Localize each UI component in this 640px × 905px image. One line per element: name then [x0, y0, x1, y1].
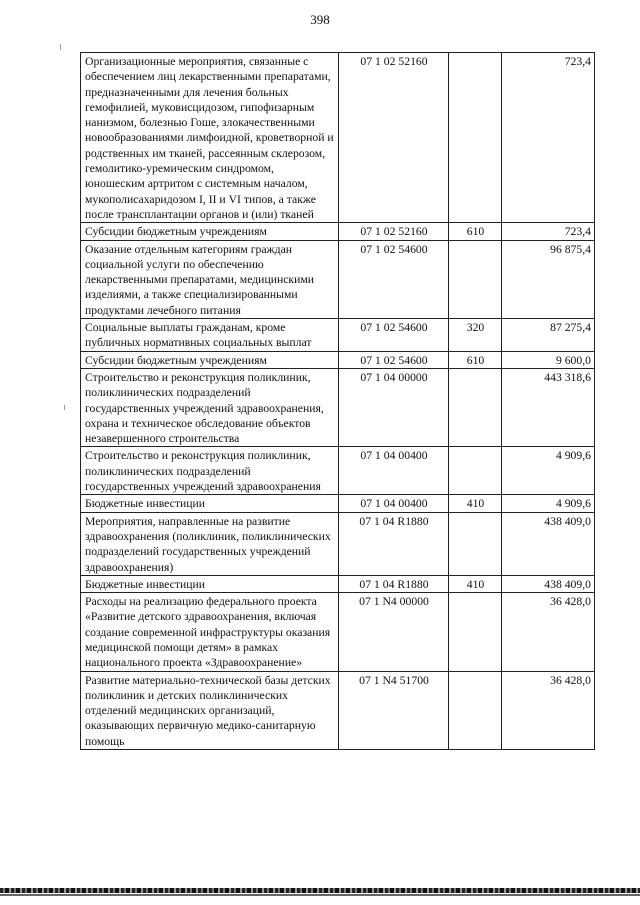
- row-type: [449, 447, 502, 495]
- row-name: Оказание отдельным категориям граждан социальной услуги по обеспечению лекарственными препаратами, медицинскими изделиями, а также специализированными продуктами лечебного питания: [81, 240, 339, 318]
- row-code: 07 1 N4 51700: [339, 671, 449, 749]
- row-code: 07 1 02 54600: [339, 351, 449, 368]
- table-row: [81, 512, 595, 575]
- table-row: [81, 447, 595, 495]
- table-row: [81, 575, 595, 592]
- table-row: [81, 593, 595, 671]
- row-type: [449, 671, 502, 749]
- scan-edge: [0, 894, 640, 896]
- row-name: Бюджетные инвестиции: [81, 575, 339, 592]
- row-name: Организационные мероприятия, связанные с обеспечением лиц лекарственными препаратами, предназначенными для лечения больных гемофилией, муковисцидозом, гипофизарным нанизмом, болезнью Гоше, злокачественными новообразованиями лимфоидной, кроветворной и родственных им тканей, рассеянным склерозом, гемолитико-уремическим синдромом, юношеским артритом с системным началом, мукополисахаридозом I, II и VI типов, а также после трансплантации органов и (или) тканей: [81, 53, 339, 223]
- budget-table: [80, 52, 595, 750]
- row-sum: 4 909,6: [502, 447, 595, 495]
- row-type: [449, 593, 502, 671]
- row-code: 07 1 02 52160: [339, 53, 449, 223]
- row-sum: 438 409,0: [502, 575, 595, 592]
- row-name: Расходы на реализацию федерального проекта «Развитие детского здравоохранения, включая создание современной инфраструктуры оказания медицинской помощи детям» в рамках национального проекта «Здравоохранение»: [81, 593, 339, 671]
- row-type: 410: [449, 495, 502, 512]
- row-code: 07 1 02 54600: [339, 240, 449, 318]
- table-row: [81, 495, 595, 512]
- row-name: Субсидии бюджетным учреждениям: [81, 351, 339, 368]
- margin-mark: [60, 44, 61, 50]
- row-name: Субсидии бюджетным учреждениям: [81, 223, 339, 240]
- table-row: [81, 319, 595, 352]
- row-code: 07 1 N4 00000: [339, 593, 449, 671]
- row-code: 07 1 02 54600: [339, 319, 449, 352]
- row-type: 610: [449, 351, 502, 368]
- row-sum: 443 318,6: [502, 368, 595, 446]
- row-name: Строительство и реконструкция поликлиник, поликлинических подразделений государственных учреждений здравоохранения, охрана и техническое обследование объектов незавершенного строительства: [81, 368, 339, 446]
- table-row: [81, 671, 595, 749]
- row-sum: 36 428,0: [502, 593, 595, 671]
- row-type: 320: [449, 319, 502, 352]
- row-type: [449, 53, 502, 223]
- row-sum: 87 275,4: [502, 319, 595, 352]
- row-sum: 9 600,0: [502, 351, 595, 368]
- row-name: Бюджетные инвестиции: [81, 495, 339, 512]
- row-type: [449, 368, 502, 446]
- row-sum: 438 409,0: [502, 512, 595, 575]
- row-sum: 96 875,4: [502, 240, 595, 318]
- row-code: 07 1 04 00000: [339, 368, 449, 446]
- row-code: 07 1 04 00400: [339, 447, 449, 495]
- row-name: Строительство и реконструкция поликлиник, поликлинических подразделений государственных учреждений здравоохранения: [81, 447, 339, 495]
- row-code: 07 1 04 00400: [339, 495, 449, 512]
- row-name: Мероприятия, направленные на развитие здравоохранения (поликлиник, поликлинических подразделений государственных учреждений здравоохранения): [81, 512, 339, 575]
- table-row: [81, 368, 595, 446]
- table-row: [81, 351, 595, 368]
- row-type: [449, 240, 502, 318]
- scan-edge: [0, 888, 640, 893]
- row-type: [449, 512, 502, 575]
- page-number: 398: [310, 12, 330, 27]
- row-code: 07 1 04 R1880: [339, 575, 449, 592]
- row-sum: 4 909,6: [502, 495, 595, 512]
- margin-mark: [64, 405, 65, 410]
- table-row: [81, 53, 595, 223]
- row-type: 610: [449, 223, 502, 240]
- row-sum: 723,4: [502, 223, 595, 240]
- row-sum: 723,4: [502, 53, 595, 223]
- row-name: Развитие материально-технической базы детских поликлиник и детских поликлинических отделений медицинских организаций, оказывающих первичную медико-санитарную помощь: [81, 671, 339, 749]
- row-sum: 36 428,0: [502, 671, 595, 749]
- row-type: 410: [449, 575, 502, 592]
- table-row: [81, 240, 595, 318]
- row-name: Социальные выплаты гражданам, кроме публичных нормативных социальных выплат: [81, 319, 339, 352]
- row-code: 07 1 02 52160: [339, 223, 449, 240]
- row-code: 07 1 04 R1880: [339, 512, 449, 575]
- table-row: [81, 223, 595, 240]
